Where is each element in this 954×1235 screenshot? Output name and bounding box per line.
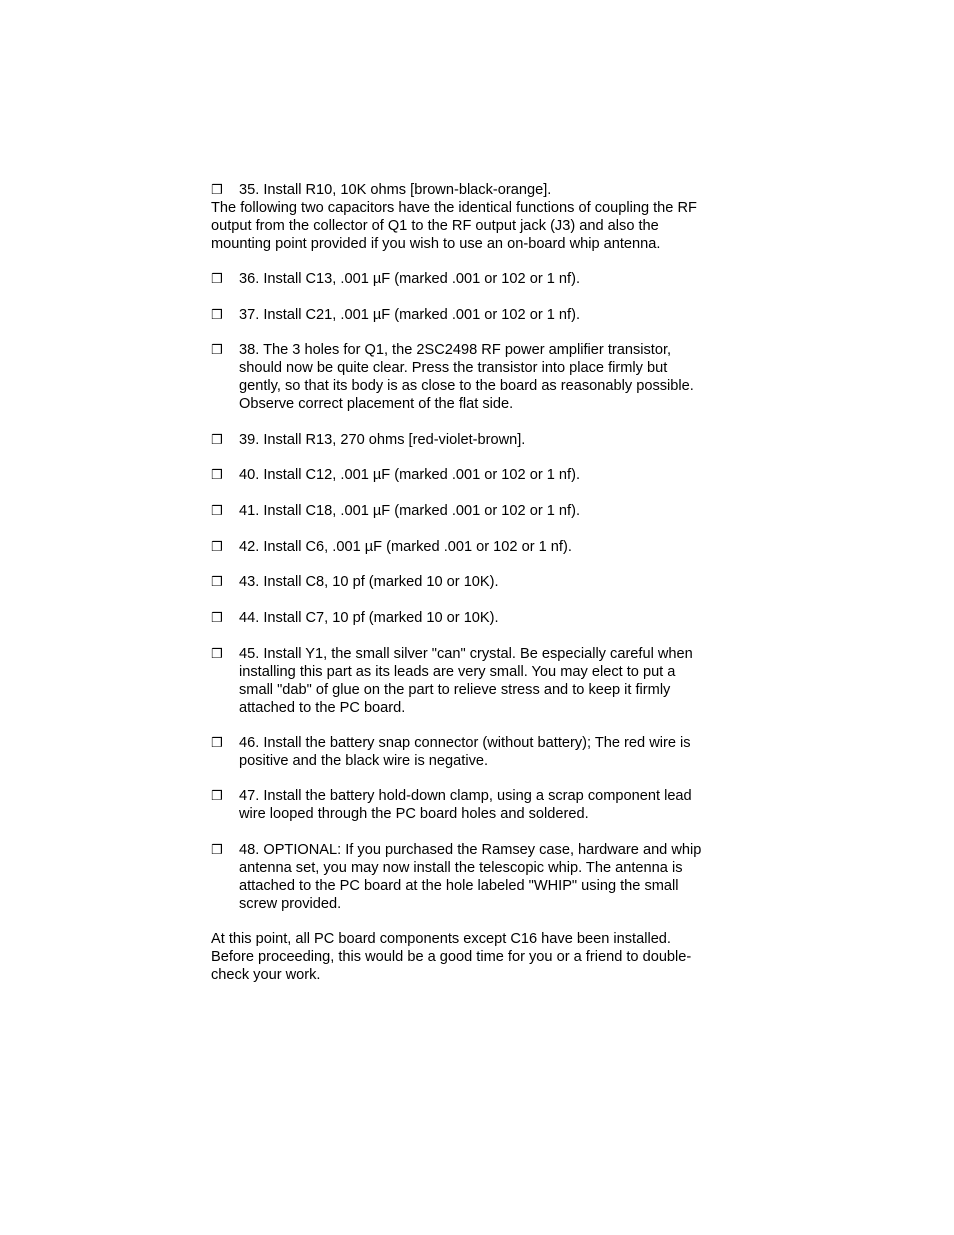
checkbox-icon[interactable]: ❒ <box>211 540 223 555</box>
step-text: 43. Install C8, 10 pf (marked 10 or 10K). <box>239 574 499 590</box>
step-text: 39. Install R13, 270 ohms [red-violet-brown]. <box>239 432 526 448</box>
step-text: 42. Install C6, .001 µF (marked .001 or 102 or 1 nf). <box>239 539 572 555</box>
step-text: 35. Install R10, 10K ohms [brown-black-orange]. <box>239 182 552 198</box>
checkbox-icon[interactable]: ❒ <box>211 611 223 626</box>
checklist-item-48 <box>211 842 751 914</box>
checklist-item-42 <box>211 539 751 557</box>
step-text: 45. Install Y1, the small silver "can" crystal. Be especially careful when installing this part as its leads are very small. You may elect to put a small "dab" of glue on the part to relieve stress and to keep it firmly attached to the PC board. <box>239 646 693 716</box>
checklist-item-47 <box>211 788 751 824</box>
step-text: 44. Install C7, 10 pf (marked 10 or 10K). <box>239 610 499 626</box>
step-text: 41. Install C18, .001 µF (marked .001 or 102 or 1 nf). <box>239 503 580 519</box>
checkbox-icon[interactable]: ❒ <box>211 468 223 483</box>
coupling-note: The following two capacitors have the identical functions of coupling the RF output from the collector of Q1 to the RF output jack (J3) and also the mounting point provided if you wish to use an on-board whip antenna. <box>211 200 697 252</box>
checklist-item-35 <box>211 182 751 200</box>
checkbox-icon[interactable]: ❒ <box>211 647 223 662</box>
checkbox-icon[interactable]: ❒ <box>211 504 223 519</box>
checklist-item-38 <box>211 342 751 414</box>
checklist-item-39 <box>211 432 751 450</box>
checkbox-icon[interactable]: ❒ <box>211 343 223 358</box>
step-text: 38. The 3 holes for Q1, the 2SC2498 RF power amplifier transistor, should now be quite clear. Press the transistor into place firmly but gently, so that its body is as close to the board as reasonably possible. Observe correct placement of the flat side. <box>239 342 694 412</box>
step-text: 46. Install the battery snap connector (without battery); The red wire is positive and the black wire is negative. <box>239 735 691 769</box>
step-text: 37. Install C21, .001 µF (marked .001 or 102 or 1 nf). <box>239 307 580 323</box>
checklist-item-46 <box>211 735 751 771</box>
checklist-item-45 <box>211 646 751 718</box>
checklist-item-41 <box>211 503 751 521</box>
checkbox-icon[interactable]: ❒ <box>211 789 223 804</box>
step-text: 48. OPTIONAL: If you purchased the Ramsey case, hardware and whip antenna set, you may now install the telescopic whip. The antenna is attached to the PC board at the hole labeled "WHIP" using the small screw provided. <box>239 842 702 912</box>
checkbox-icon[interactable]: ❒ <box>211 843 223 858</box>
checkbox-icon[interactable]: ❒ <box>211 183 223 198</box>
checkbox-icon[interactable]: ❒ <box>211 308 223 323</box>
checklist-item-37 <box>211 307 751 325</box>
checklist-item-36 <box>211 271 751 289</box>
closing-note: At this point, all PC board components except C16 have been installed. Before proceeding, this would be a good time for you or a friend to double- check your work. <box>211 931 692 983</box>
checkbox-icon[interactable]: ❒ <box>211 736 223 751</box>
step-text: 36. Install C13, .001 µF (marked .001 or 102 or 1 nf). <box>239 271 580 287</box>
step-text: 47. Install the battery hold-down clamp, using a scrap component lead wire looped through the PC board holes and soldered. <box>239 788 692 822</box>
checkbox-icon[interactable]: ❒ <box>211 575 223 590</box>
checkbox-icon[interactable]: ❒ <box>211 272 223 287</box>
checklist-item-44 <box>211 610 751 628</box>
checklist-item-40 <box>211 467 751 485</box>
checkbox-icon[interactable]: ❒ <box>211 433 223 448</box>
checklist-item-43 <box>211 574 751 592</box>
step-text: 40. Install C12, .001 µF (marked .001 or 102 or 1 nf). <box>239 467 580 483</box>
